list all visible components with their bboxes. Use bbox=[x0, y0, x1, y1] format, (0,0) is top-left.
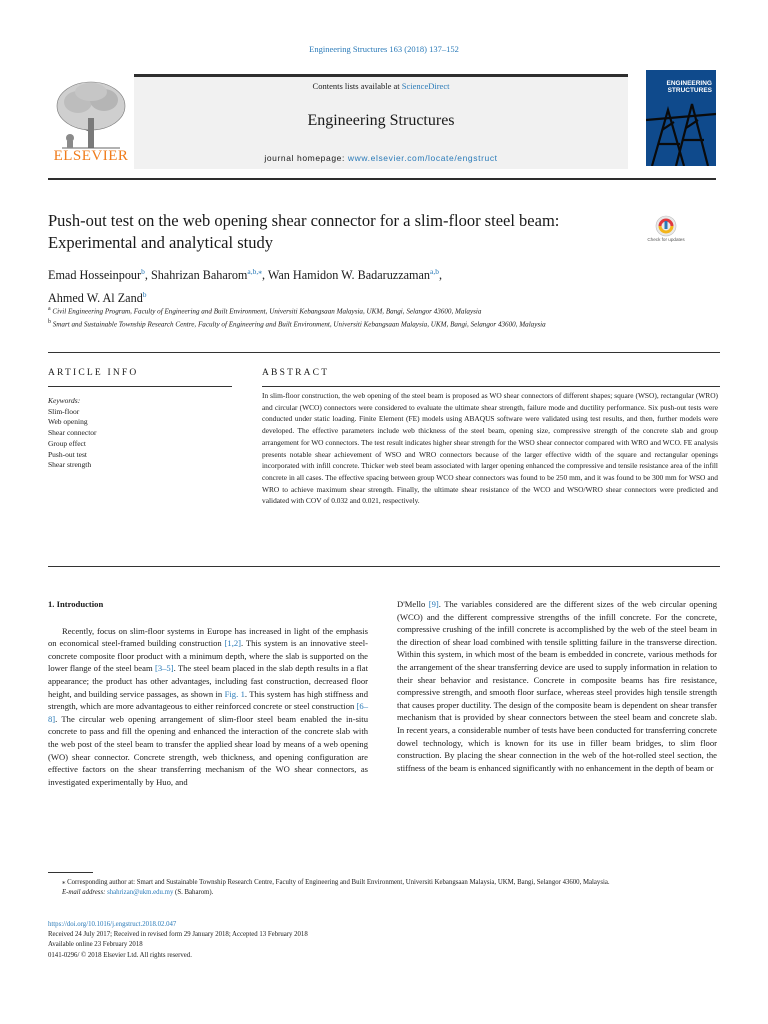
corresponding-author-footnote: ⁎ Corresponding author at: Smart and Sustainable Township Research Centre, Faculty of Engineering and Built Environment, Universiti Kebangsaan Malaysia, UKM, Bangi, Selangor 43600, Malaysia. E-mail address: shahrizan@ukm.edu.my (S. Baharom). bbox=[62, 879, 610, 897]
body-paragraph bbox=[48, 625, 368, 789]
article-title: Push-out test on the web opening shear connector for a slim-floor steel beam: Experimental and analytical study bbox=[48, 211, 560, 252]
keyword-item: Shear connector bbox=[48, 428, 97, 438]
section-rule bbox=[48, 352, 720, 353]
abstract-rule bbox=[262, 386, 720, 387]
body-text: . This system is an innovative steel-concrete composite floor product with a minimum depth, where the slab is supported on the lower flange of the steel beam bbox=[48, 638, 368, 674]
body-text: D'Mello bbox=[397, 599, 429, 609]
keyword-item: Slim-floor bbox=[48, 406, 80, 416]
article-info-heading: ARTICLE INFO bbox=[48, 368, 139, 378]
section-heading: 1. Introduction bbox=[48, 599, 104, 609]
article-info-rule bbox=[48, 386, 232, 387]
keywords-label: Keywords: bbox=[48, 396, 81, 405]
reference-link[interactable]: [6–8] bbox=[48, 701, 368, 724]
author-affil-mark[interactable]: b bbox=[142, 290, 147, 300]
body-text: . This system has high stiffness and strength, which are more advantageous to either reinforced concrete or steel construction bbox=[48, 688, 368, 712]
header-rule bbox=[48, 178, 716, 180]
journal-header bbox=[48, 70, 716, 168]
author-email-link[interactable]: shahrizan@ukm.edu.my bbox=[107, 889, 174, 897]
keyword-item: Web opening bbox=[48, 417, 88, 427]
journal-reference-link[interactable]: Engineering Structures 163 (2018) 137–152 bbox=[309, 44, 459, 54]
check-for-updates-label[interactable]: Check for updates bbox=[647, 237, 685, 242]
affiliation-item: $^b$ Smart and Sustainable Township Research Centre, Faculty of Engineering and Built Environment, Universiti Kebangsaan Malaysia, UKM, Bangi, Selangor 43600, Malaysia bbox=[48, 319, 546, 329]
body-column-left bbox=[48, 598, 368, 788]
author[interactable]: Wan Hamidon W. Badaruzzaman bbox=[267, 268, 431, 283]
body-text: Recently, focus on slim-floor systems in Europe has increased in light of the emphasis on economical steel-framed building construction bbox=[48, 625, 368, 649]
body-text: . The steel beam placed in the slab depth results in a flat appearance; the product has other advantages, including fast construction, decreased floor height, and building service passages, as shown in bbox=[48, 663, 368, 699]
body-rule bbox=[48, 566, 720, 567]
affiliation-item: $^a$ Civil Engineering Program, Faculty of Engineering and Built Environment, Universiti Kebangsaan Malaysia, UKM, Bangi, Selangor 43600, Malaysia bbox=[48, 306, 482, 316]
body-column-right bbox=[397, 598, 717, 774]
body-paragraph bbox=[397, 598, 717, 774]
keyword-item: Push-out test bbox=[48, 449, 87, 459]
journal-cover-image bbox=[646, 70, 716, 166]
cover-title: ENGINEERING STRUCTURES bbox=[666, 80, 712, 95]
article-metadata bbox=[48, 920, 668, 961]
author-list: Emad Hosseinpour$^b$, Shahrizan Baharom$^{a,b,⁎}$, Wan Hamidon W. Badaruzzaman$^{a,b}$, Ahmed W. Al Zand$^b$ bbox=[48, 267, 443, 306]
author[interactable]: Shahrizan Baharom bbox=[150, 268, 248, 283]
doi-link[interactable]: https://doi.org/10.1016/j.engstruct.2018.02.047 bbox=[48, 921, 177, 928]
author-affil-mark[interactable]: b bbox=[141, 267, 145, 276]
body-text: . The variables considered are the different sizes of the web circular opening (WCO) and the different compressive strengths of the infill concrete. For the concrete, compressive crushing of the infill concrete is accomplished by the web of the steel beam in the direction of shear load combined with tensile splitting failure in the transverse direction. Within this system, in which most of the beam is embedded in concrete, various methods for the arrangement of the shear transferring device are used to supply information in relation to their shear behavior and resistance. Concrete in composite beams has fire resistance, compressive strength, and smooth floor surface, whereas steel provides high tensile strength that causes proper ductility. The design of the composite beam is dependent on shear transfer mechanism that is provided by shear connectors between the steel beam and concrete slab. In recent years, a considerable number of tests have been conducted for transferring concrete dowel technology, which is known for its use in filler beam bridges, to slim floor construction. By placing the shear connection in the web of the hot-rolled steel section, the stiffness of the beam is enhanced significantly with no enhancement in the depth of beam or bbox=[397, 599, 717, 773]
online-date: Available online 23 February 2018 bbox=[48, 941, 143, 949]
journal-name: Engineering Structures bbox=[307, 112, 455, 129]
body-text: . The circular web opening arrangement of slim-floor steel beam enabled the in-situ concrete to pass and fill the opening and enhanced the interaction of the concrete slab with the web post of the steel beam to transfer the applied shear load by means of a web opening (WO) shear connector. Concrete strength, web thickness, and opening configuration are effective factors on the shear transferring mechanism of the WO shear connectors, as investigated experimentally by Huo, and bbox=[48, 713, 368, 787]
copyright: 0141-0296/ © 2018 Elsevier Ltd. All rights reserved. bbox=[48, 951, 192, 959]
journal-homepage-link[interactable]: www.elsevier.com/locate/engstruct bbox=[347, 153, 498, 163]
author-affil-mark[interactable]: a,b bbox=[430, 267, 439, 276]
check-for-updates-icon[interactable] bbox=[646, 212, 686, 252]
footnote-rule bbox=[48, 872, 93, 873]
contents-line: Contents lists available at ScienceDirect bbox=[312, 81, 450, 91]
sciencedirect-link[interactable]: ScienceDirect bbox=[401, 81, 450, 91]
homepage-line: journal homepage: www.elsevier.com/locate/engstruct bbox=[264, 153, 498, 163]
reference-link[interactable]: [3–5] bbox=[154, 663, 174, 674]
journal-banner bbox=[134, 74, 628, 169]
keywords-list bbox=[48, 396, 228, 471]
publisher-name: ELSEVIER bbox=[53, 148, 129, 164]
keyword-item: Group effect bbox=[48, 438, 86, 448]
author[interactable]: Emad Hosseinpour bbox=[48, 268, 142, 283]
author-affil-mark[interactable]: a,b,⁎ bbox=[247, 267, 262, 276]
affiliations bbox=[48, 304, 668, 331]
reference-link[interactable]: [9] bbox=[428, 599, 439, 609]
reference-link[interactable]: [1,2] bbox=[224, 638, 242, 649]
keyword-item: Shear strength bbox=[48, 460, 92, 470]
abstract-heading: ABSTRACT bbox=[262, 368, 330, 378]
abstract-text: In slim-floor construction, the web opening of the steel beam is proposed as WO shear connectors of different shapes; square (WSO), rectangular (WRO) and circular (WCO) connectors were considered to evaluate the ultimate shear strength, failure mode and ductility performance. Six push-out tests were conducted under static loading. Finite Element (FE) models using ABAQUS software were validated using test results, and then, further models were developed. The effective parameters include web thickness of the steel beam, opening size, compressive strength of the concrete slab and group arrangement for WO connectors. The test result indicates higher shear strength for the WSO shear connector compared with WRO and WCO. FE analysis presents notable shear achievement of WSO and WRO connectors because of the larger effective width of the square and rectangular openings incorporated with infill concrete. Thicker web steel beam associated with larger opening enhanced the compressive and tensile resistance area of the infill concrete in all cases. The effective spacing between group WCO shear connectors was found to be 250 mm, and it was found to be 300 mm for WSO and WRO to achieve maximum shear strength. Finally, the ultimate shear resistance of the WCO and WSO/WRO shear connectors were predicted and validated with COV of 0.032 and 0.021, respectively. bbox=[262, 391, 718, 506]
reference-link[interactable]: Fig. 1 bbox=[224, 688, 245, 699]
received-dates: Received 24 July 2017; Received in revised form 29 January 2018; Accepted 13 February 2018 bbox=[48, 931, 308, 939]
author[interactable]: Ahmed W. Al Zand bbox=[48, 291, 143, 306]
